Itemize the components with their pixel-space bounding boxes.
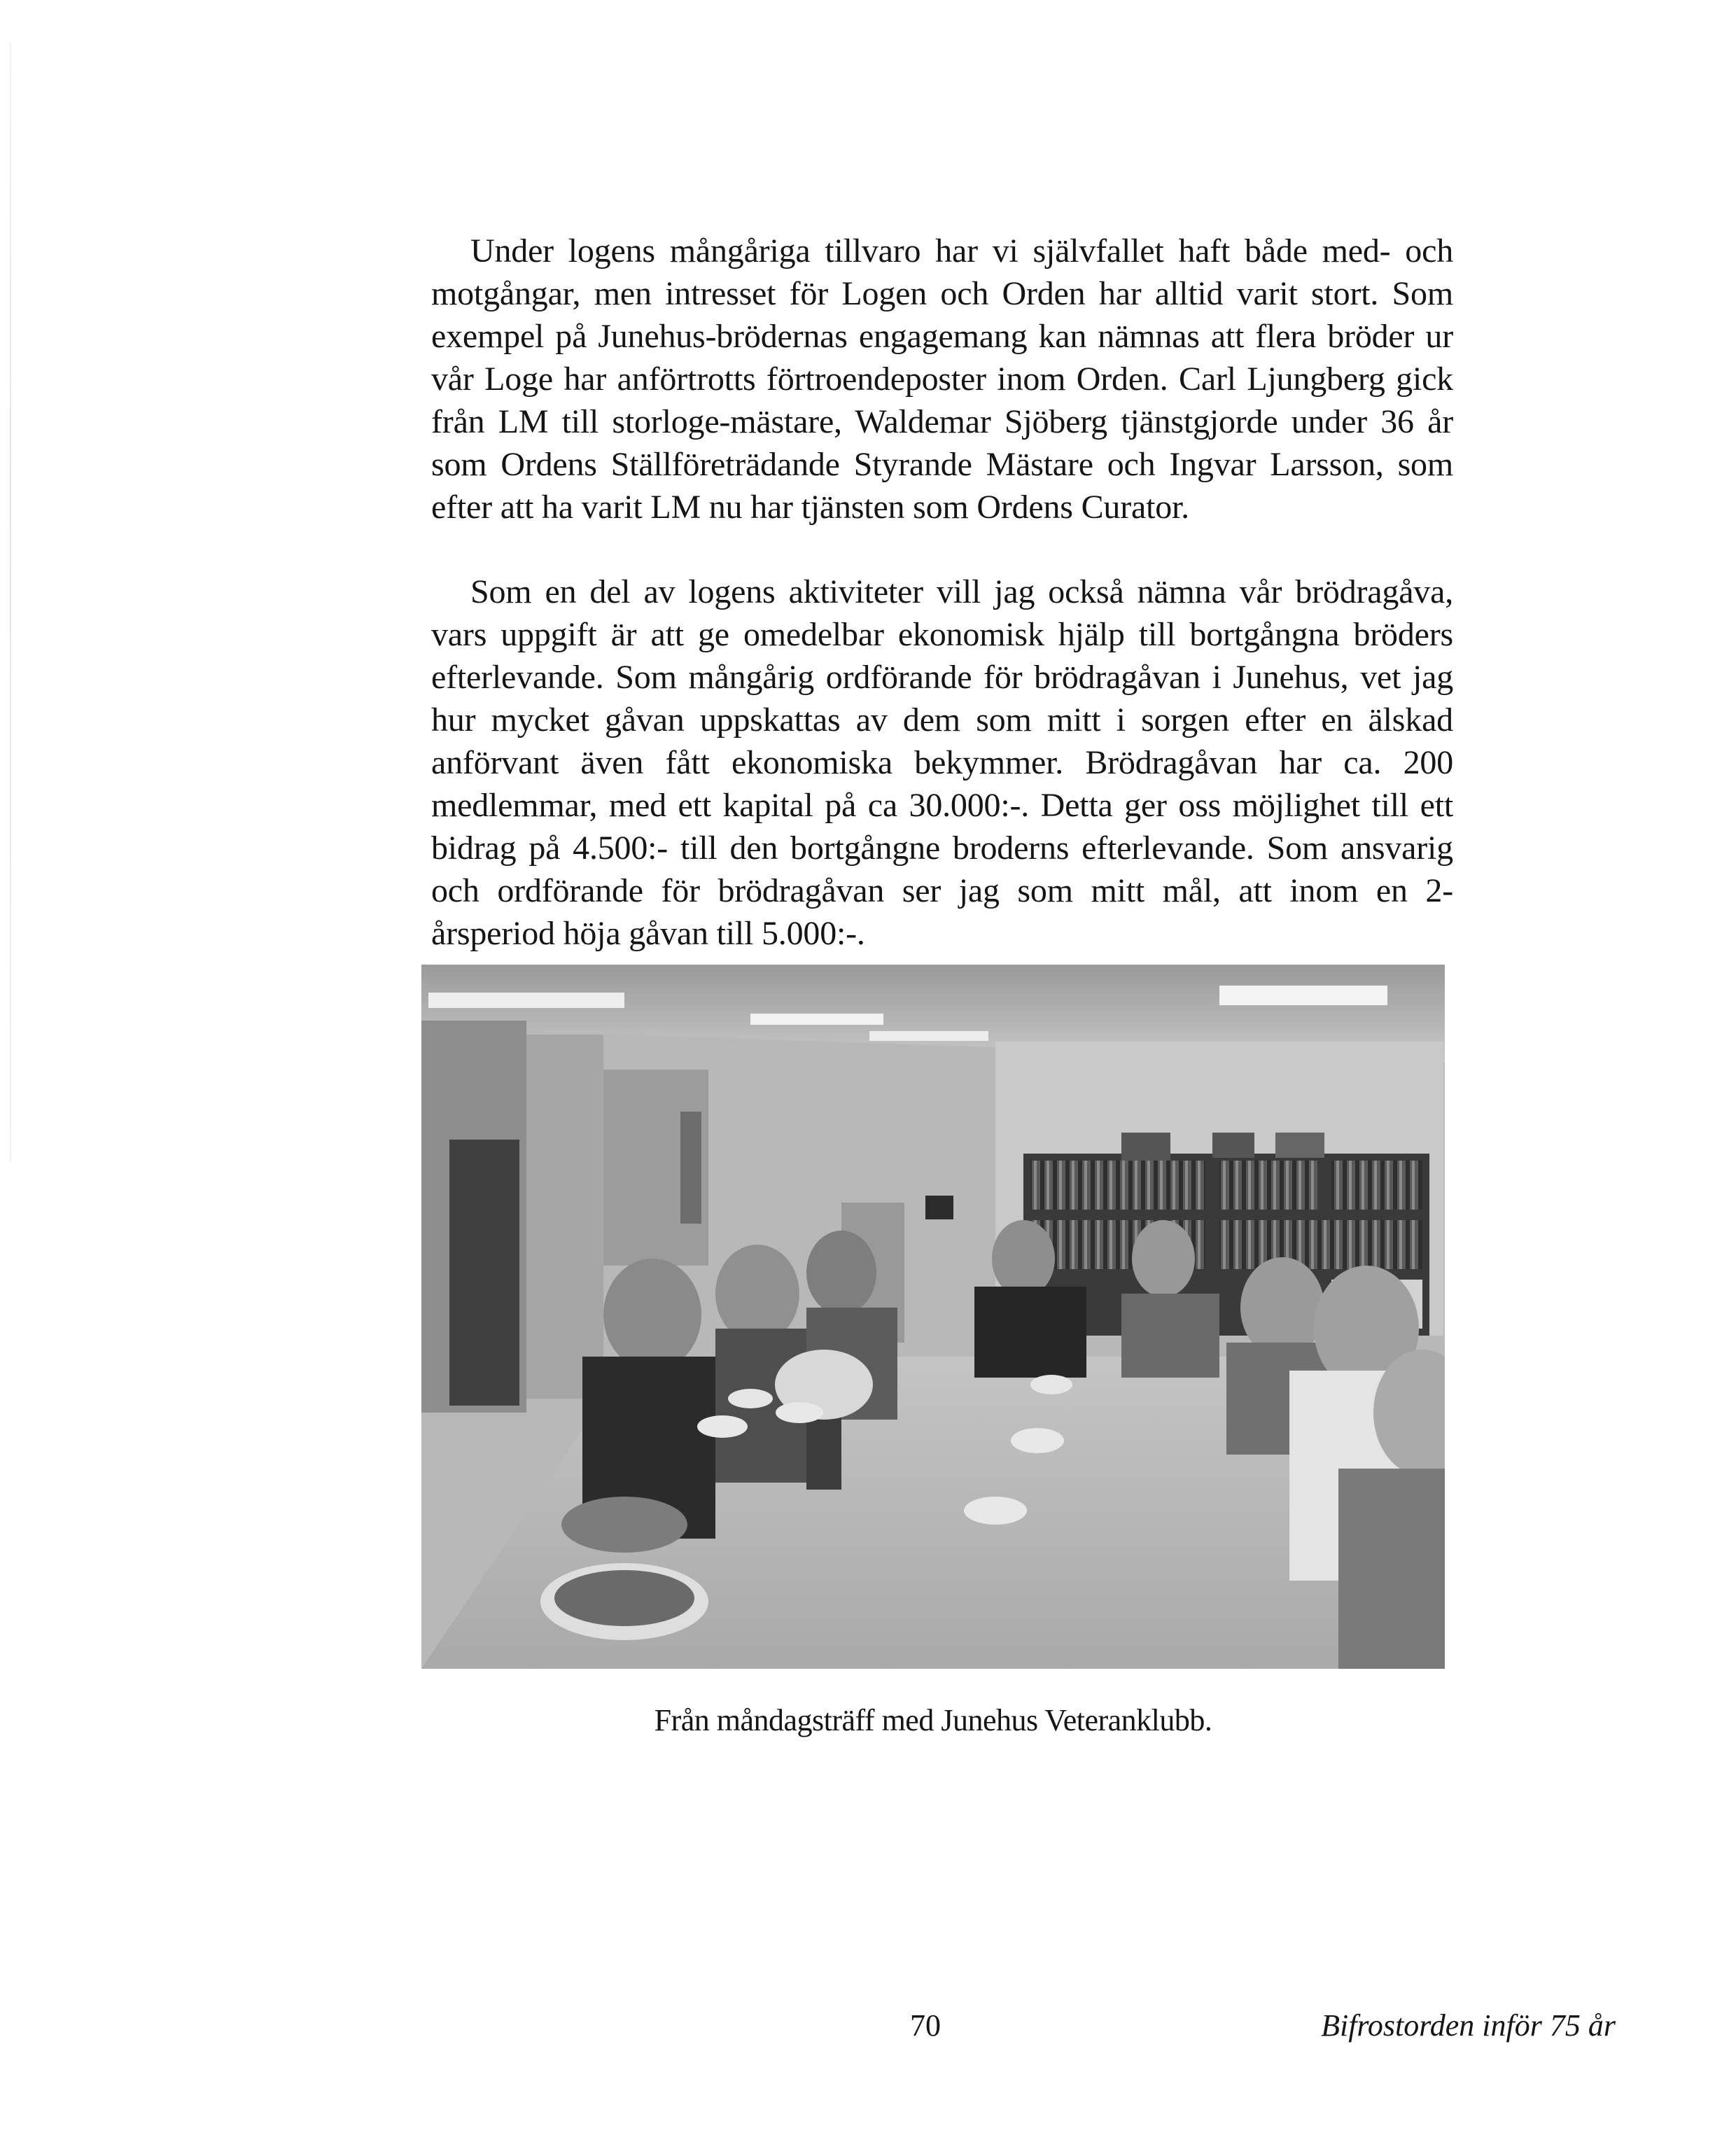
photo-caption: Från måndagsträff med Junehus Veteranklubb. bbox=[654, 1703, 1212, 1737]
binding-shadow bbox=[10, 42, 11, 1162]
photo-illustration bbox=[421, 965, 1445, 1669]
paragraph-2: Som en del av logens aktiviteter vill jag också nämna vår brödragåva, vars uppgift är att ge omedelbar ekonomisk hjälp till bortgångna bröders efterlevande. Som mångårig ordförande för brödragåvan i Junehus, vet jag hur mycket gåvan uppskattas av dem som mitt i sorgen efter en älskad anförvant även fått ekonomiska bekymmer. Brödragåvan har ca. 200 medlemmar, med ett kapital på ca 30.000:-. Detta ger oss möjlighet till ett bidrag på 4.500:- till den bortgångne broderns efterlevande. Som ansvarig och ordförande för brödragåvan ser jag som mitt mål, att inom en 2-årsperiod höja gåvan till 5.000:-. bbox=[431, 573, 1453, 952]
page-number: 70 bbox=[910, 2008, 941, 2043]
running-title: Bifrostorden inför 75 år bbox=[1321, 2008, 1616, 2043]
body-text bbox=[431, 230, 1453, 955]
photo-meeting-table bbox=[421, 965, 1445, 1669]
paragraph-1: Under logens mångåriga tillvaro har vi självfallet haft både med- och motgångar, men intresset för Logen och Orden har alltid varit stort. Som exempel på Junehus-brödernas engagemang kan nämnas att flera bröder ur vår Loge har anförtrotts förtroendeposter inom Orden. Carl Ljungberg gick från LM till storloge-mästare, Waldemar Sjöberg tjänstgjorde under 36 år som Ordens Ställföreträdande Styrande Mästare och Ingvar Larsson, som efter att ha varit LM nu har tjänsten som Ordens Curator. bbox=[431, 232, 1453, 526]
